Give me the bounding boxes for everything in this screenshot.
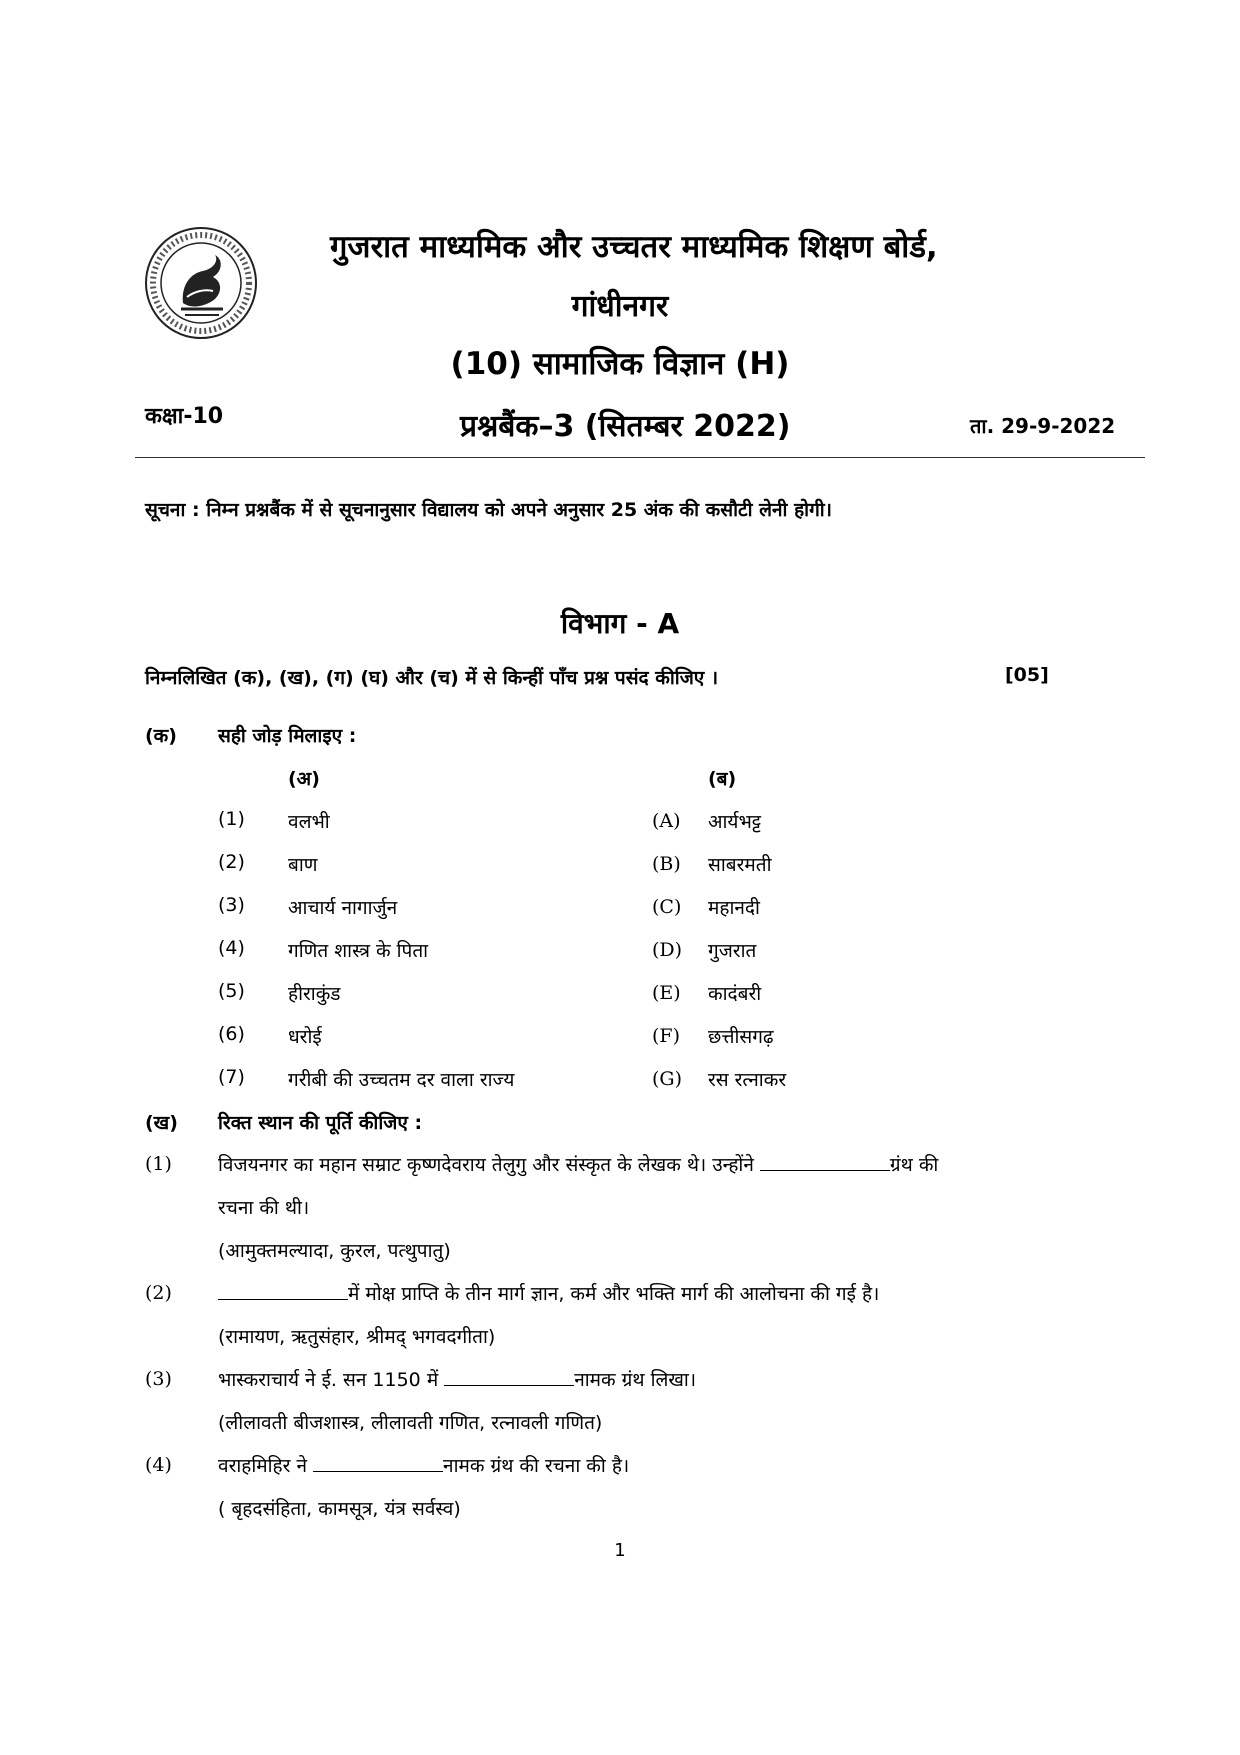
fill-question-continuation: रचना की थी। — [218, 1197, 310, 1219]
match-row-letter: (B) — [652, 853, 681, 875]
match-row-number: (3) — [218, 894, 245, 916]
section-title: विभाग - A — [560, 607, 680, 640]
match-row-number: (1) — [218, 808, 245, 830]
match-row-item-a: गरीबी की उच्चतम दर वाला राज्य — [288, 1069, 515, 1091]
fill-text-before: भास्कराचार्य ने ई. सन 1150 में — [218, 1369, 445, 1391]
match-row-item-a: वलभी — [288, 811, 330, 833]
match-row-number: (5) — [218, 980, 245, 1002]
fill-text-before: विजयनगर का महान सम्राट कृष्णदेवराय तेलुगु और संस्कृत के लेखक थे। उन्होंने — [218, 1154, 760, 1176]
match-row-letter: (G) — [652, 1068, 683, 1090]
match-row-item-b: रस रत्नाकर — [708, 1069, 787, 1091]
fill-question-text — [218, 1452, 629, 1478]
answer-blank — [218, 1281, 348, 1300]
match-row-item-a: गणित शास्त्र के पिता — [288, 940, 429, 962]
fill-question-text — [218, 1280, 879, 1306]
match-row-number: (4) — [218, 937, 245, 959]
fill-question-number: (3) — [145, 1368, 172, 1390]
fill-text-after: में मोक्ष प्राप्ति के तीन मार्ग ज्ञान, कर्म और भक्ति मार्ग की आलोचना की गई है। — [348, 1283, 880, 1305]
class-label: कक्षा-10 — [145, 404, 224, 429]
match-row-item-b: कादंबरी — [708, 983, 762, 1005]
match-row-letter: (A) — [652, 810, 681, 832]
question-bank-title: प्रश्नबैंक–3 (सितम्बर 2022) — [460, 409, 791, 444]
fill-question-number: (2) — [145, 1282, 172, 1304]
match-row-item-b: गुजरात — [708, 940, 757, 962]
answer-blank — [313, 1453, 443, 1472]
match-question-heading: सही जोड़ मिलाइए : — [218, 725, 357, 747]
column-a-header: (अ) — [288, 768, 320, 790]
fill-question-options: (आमुक्तमल्यादा, कुरल, पत्थुपातु) — [218, 1240, 451, 1262]
fill-text-after: ग्रंथ की — [889, 1154, 939, 1176]
fill-question-options: ( बृहदसंहिता, कामसूत्र, यंत्र सर्वस्व) — [218, 1498, 461, 1520]
subject-title: (10) सामाजिक विज्ञान (H) — [450, 346, 790, 382]
match-row-letter: (C) — [652, 896, 682, 918]
fill-question-text — [218, 1151, 938, 1177]
fill-question-number: (4) — [145, 1454, 172, 1476]
fill-text-before: वराहमिहिर ने — [218, 1455, 314, 1477]
fill-text-after: नामक ग्रंथ की रचना की है। — [443, 1455, 630, 1477]
match-row-item-a: बाण — [288, 854, 318, 876]
header-divider — [135, 457, 1145, 458]
match-row-item-b: साबरमती — [708, 854, 772, 876]
notice-text: सूचना : निम्न प्रश्नबैंक में से सूचनानुसार विद्यालय को अपने अनुसार 25 अंक की कसौटी लेनी होगी। — [145, 499, 832, 521]
match-row-letter: (F) — [652, 1025, 681, 1047]
match-row-letter: (D) — [652, 939, 683, 961]
fill-question-number: (1) — [145, 1153, 172, 1175]
fill-question-text — [218, 1366, 696, 1392]
fill-question-options: (रामायण, ऋतुसंहार, श्रीमद् भगवदगीता) — [218, 1326, 496, 1348]
match-row-item-a: हीराकुंड — [288, 983, 341, 1005]
board-title: गुजरात माध्यमिक और उच्चतर माध्यमिक शिक्षण बोर्ड, — [330, 229, 938, 265]
page-number: 1 — [614, 1540, 626, 1561]
match-row-number: (2) — [218, 851, 245, 873]
match-row-item-b: आर्यभट्ट — [708, 811, 762, 833]
match-row-number: (6) — [218, 1023, 245, 1045]
match-row-item-b: छत्तीसगढ़ — [708, 1026, 774, 1048]
match-row-item-b: महानदी — [708, 897, 760, 919]
match-row-item-a: धरोई — [288, 1026, 322, 1048]
fill-text-after: नामक ग्रंथ लिखा। — [574, 1369, 697, 1391]
exam-date: ता. 29-9-2022 — [970, 414, 1116, 438]
match-question-label: (क) — [145, 725, 177, 747]
column-b-header: (ब) — [708, 768, 737, 790]
answer-blank — [444, 1367, 574, 1386]
section-marks: [05] — [1005, 664, 1049, 686]
fill-question-label: (ख) — [145, 1112, 178, 1134]
fill-question-heading: रिक्त स्थान की पूर्ति कीजिए : — [218, 1112, 423, 1134]
section-instruction: निम्नलिखित (क), (ख), (ग) (घ) और (च) में से किन्हीं पाँच प्रश्न पसंद कीजिए । — [145, 667, 719, 689]
answer-blank — [760, 1152, 890, 1171]
match-row-item-a: आचार्य नागार्जुन — [288, 897, 398, 919]
match-row-number: (7) — [218, 1066, 245, 1088]
fill-question-options: (लीलावती बीजशास्त्र, लीलावती गणित, रत्नावली गणित) — [218, 1412, 603, 1434]
match-row-letter: (E) — [652, 982, 681, 1004]
board-location: गांधीनगर — [571, 289, 669, 324]
